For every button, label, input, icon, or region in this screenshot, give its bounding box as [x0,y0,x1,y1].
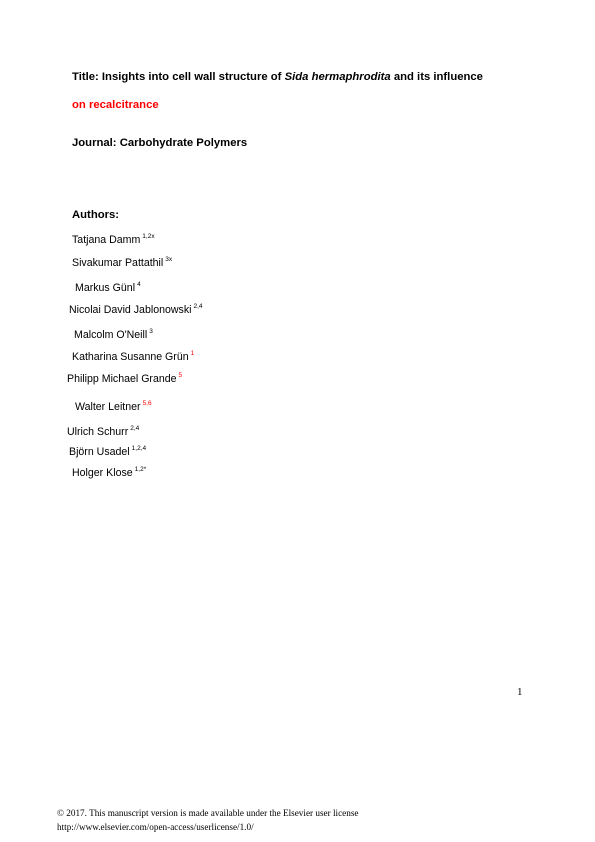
license-url-link[interactable]: http://www.elsevier.com/open-access/userlicense/1.0/ [57,822,254,832]
journal-name: Carbohydrate Polymers [119,137,248,149]
author-name: Walter Leitner [75,401,141,413]
author-affiliation: 5 [178,372,183,379]
author-affiliation: 1,2,4 [131,445,147,452]
title-line-1 [72,71,483,83]
author-name: Holger Klose [72,467,133,479]
title-line-2: on recalcitrance [72,99,159,111]
title-label: Title: [72,71,99,83]
license-statement: © 2017. This manuscript version is made available under the Elsevier user license [57,808,359,818]
author-name: Katharina Susanne Grün [72,351,189,363]
author-name: Markus Günl [75,282,136,294]
author-name: Nicolai David Jablonowski [69,304,192,316]
page-number: 1 [517,686,523,698]
author-name: Malcolm O'Neill [74,329,148,341]
author-affiliation: 2,4 [130,425,140,432]
author-name: Ulrich Schurr [67,426,129,438]
author-name: Tatjana Damm [72,234,141,246]
author-affiliation: 1 [190,350,195,357]
title-text-after: and its influence [393,71,483,83]
author-name: Sivakumar Pattathil [72,257,164,269]
author-entry [72,351,194,363]
author-affiliation: 3 [149,328,153,335]
author-affiliation: 2,4 [193,303,203,310]
author-affiliation: 1,2* [134,466,147,473]
author-entry [67,426,139,438]
author-entry [75,401,152,413]
author-entry [72,234,155,246]
title-text-before: Insights into cell wall structure of [101,71,282,83]
journal-label: Journal: [72,137,117,149]
title-species-italic: Sida hermaphrodita [284,71,391,83]
author-name: Björn Usadel [69,446,130,458]
author-entry [69,446,146,458]
author-name: Philipp Michael Grande [67,373,177,385]
author-affiliation: 3x [165,256,173,263]
author-entry [69,304,203,316]
author-affiliation: 5,6 [142,400,152,407]
author-entry [72,257,172,269]
authors-heading: Authors: [72,209,120,221]
author-entry [67,373,182,385]
author-entry [75,282,141,294]
journal-line [72,137,247,149]
author-affiliation: 4 [137,281,141,288]
author-affiliation: 1,2x [142,233,155,240]
author-entry [74,329,153,341]
author-entry [72,467,146,479]
